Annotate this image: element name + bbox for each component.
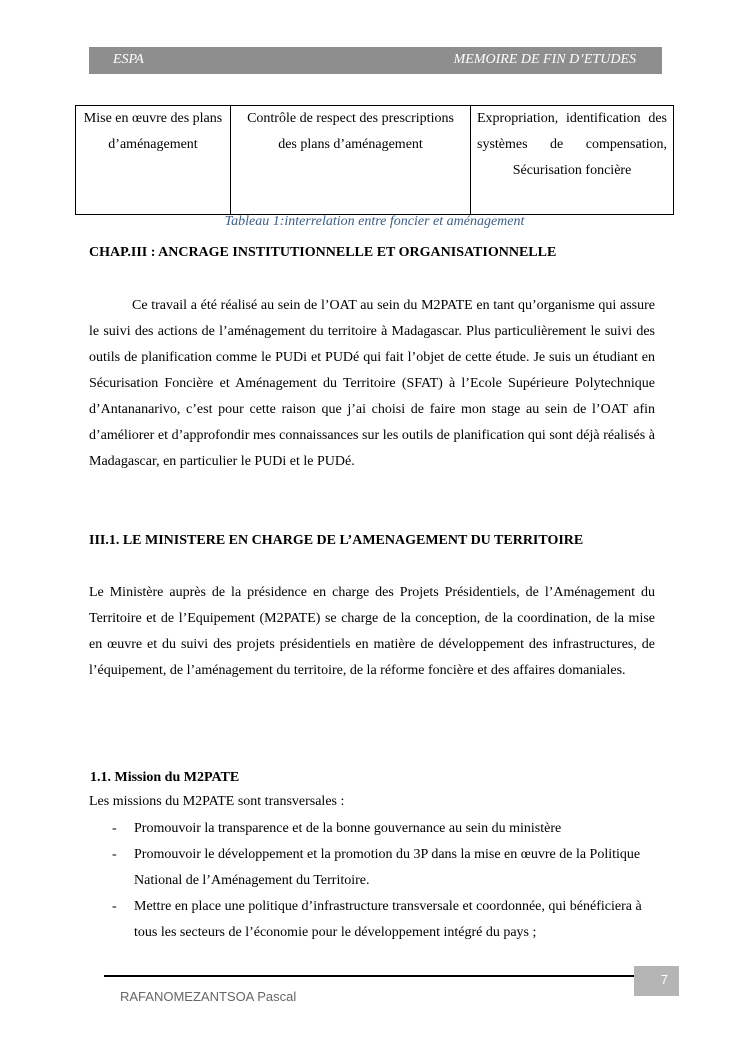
list-item-text: Promouvoir le développement et la promotion du 3P dans la mise en œuvre de la Politique National de l’Aménagement du Territoire. (134, 847, 641, 888)
list-bullet: - (112, 847, 117, 862)
list-item (89, 816, 655, 842)
list-item (89, 842, 655, 894)
list-item-text: Mettre en place une politique d’infrastructure transversale et coordonnée, qui bénéficiera à tous les secteurs de l’économie pour le développement intégré du pays ; (134, 899, 642, 940)
list-item-text: Promouvoir la transparence et de la bonne gouvernance au sein du ministère (134, 821, 562, 836)
table-cell: Contrôle de respect des prescriptions des plans d’aménagement (231, 106, 471, 215)
list-item (89, 894, 655, 946)
table-caption: Tableau 1:interrelation entre foncier et aménagement (224, 214, 525, 229)
table-cell: Mise en œuvre des plans d’aménagement (76, 106, 231, 215)
header-left-text: ESPA (113, 52, 144, 67)
subsection-title: 1.1. Mission du M2PATE (90, 770, 240, 785)
section-title: III.1. LE MINISTERE EN CHARGE DE L’AMENAGEMENT DU TERRITOIRE (89, 533, 584, 548)
intro-paragraph: Ce travail a été réalisé au sein de l’OAT au sein du M2PATE en tant qu’organisme qui assure le suivi des actions de l’aménagement du territoire à Madagascar. Plus particulièrement le suivi des outils de planification comme le PUDi et PUDé qui fait l’objet de cette étude. Je suis un étudiant en Sécurisation Foncière et Aménagement du Territoire (SFAT) à l’Ecole Supérieure Polytechnique d’Antananarivo, c’est pour cette raison que j’ai choisi de faire mon stage au sein de l’OAT afin d’améliorer et d’approfondir mes connaissances sur les outils de planification qui sont déjà réalisés à Madagascar, en particulier le PUDi et le PUDé. (89, 298, 655, 469)
ministry-paragraph: Le Ministère auprès de la présidence en charge des Projets Présidentiels, de l’Aménagement du Territoire et de l’Equipement (M2PATE) se charge de la conception, de la coordination, de la mise en œuvre et du suivi des projets présidentiels en matière de développement des infrastructures, de l’équipement, de l’aménagement du territoire, de la réforme foncière et des affaires domaniales. (89, 585, 655, 678)
missions-list (89, 816, 655, 946)
list-bullet: - (112, 899, 117, 914)
footer-author: RAFANOMEZANTSOA Pascal (120, 989, 297, 1004)
page-header (89, 47, 662, 74)
footer-divider (104, 975, 634, 977)
header-right-text: MEMOIRE DE FIN D’ETUDES (453, 52, 636, 67)
chapter-title: CHAP.III : ANCRAGE INSTITUTIONNELLE ET ORGANISATIONNELLE (89, 245, 557, 260)
page-number: 7 (634, 966, 679, 996)
table-cell: Expropriation, identification des systèmes de compensation, Sécurisation foncière (471, 106, 674, 215)
missions-intro: Les missions du M2PATE sont transversales : (89, 794, 345, 809)
list-bullet: - (112, 821, 117, 836)
interrelation-table (75, 105, 674, 215)
table-row (76, 106, 674, 215)
